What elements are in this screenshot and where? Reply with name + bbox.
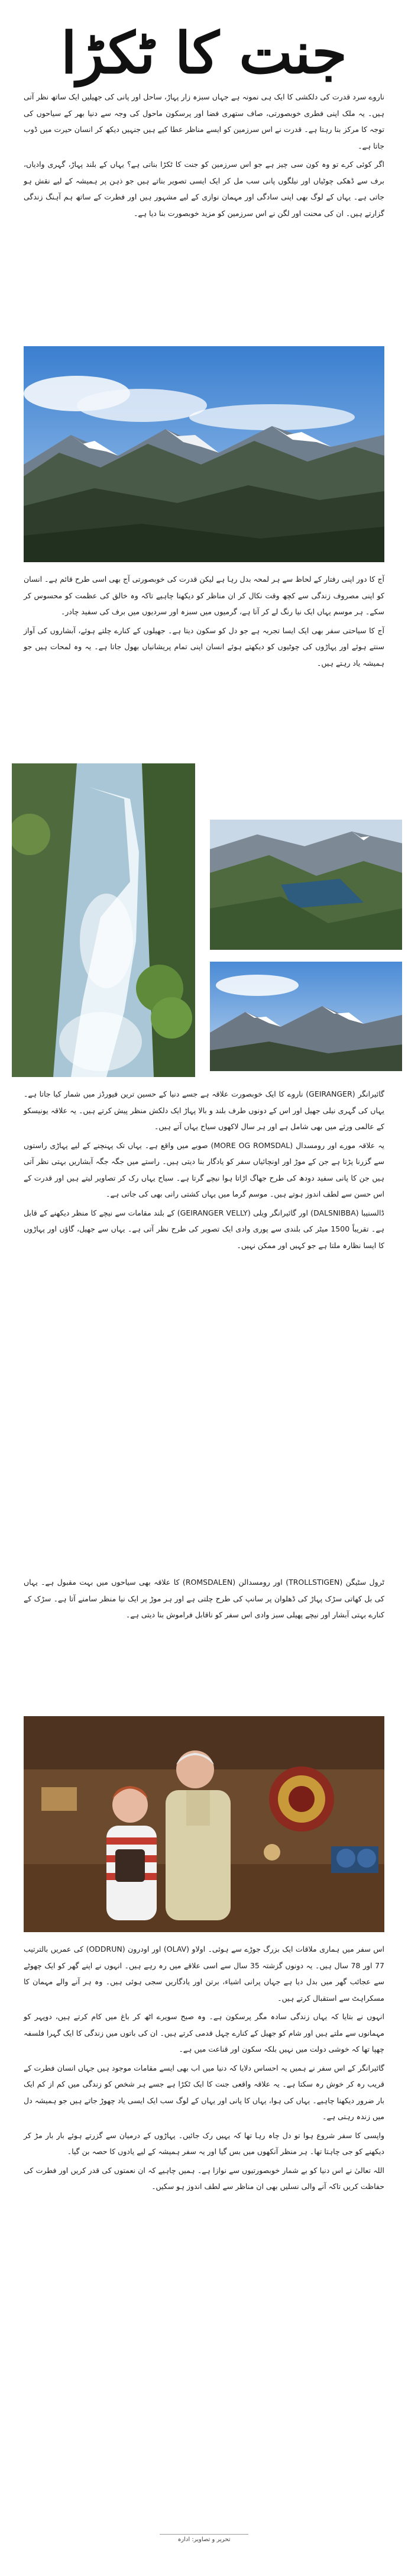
paragraph: یہ علاقہ مورے اور رومسدال (MORE OG ROMSDAL) صوبے میں واقع ہے۔ یہاں تک پہنچنے کے لیے پہاڑی راستوں سے گزرنا پڑتا ہے جن کے موڑ اور اونچائیاں سفر کو یادگار بنا دیتی ہیں۔ راستے میں جگہ جگہ آبشاریں بہتی نظر آتی ہیں جن کا پانی سفید دودھ کی طرح جھاگ اڑاتا ہوا نیچے گرتا ہے۔ سیاح یہاں رک کر تصاویر لیتے ہیں اور قدرت کے اس حسن سے لطف اندوز ہوتے ہیں۔ موسم گرما میں یہاں کشتی رانی بھی کی جاتی ہے۔ xyxy=(24,1140,384,1198)
paragraph: آج کا سیاحتی سفر بھی ایک ایسا تجربہ ہے جو دل کو سکون دیتا ہے۔ جھیلوں کے کنارے چلتے ہوئے، آبشاروں کی آواز سنتے ہوئے اور پہاڑوں کی چوٹیوں کو دیکھتے ہوئے انسان اپنی تمام پریشانیاں بھول جاتا ہے۔ یہ وہ لمحات ہیں جو ہمیشہ یاد رہتے ہیں۔ xyxy=(24,626,384,668)
waterfall-photo xyxy=(12,763,195,1077)
paragraph: ٹرول سٹیگن (TROLLSTIGEN) اور رومسدالن (ROMSDALEN) کا علاقہ بھی سیاحوں میں بہت مقبول ہے۔ یہاں کی بل کھاتی سڑک پہاڑ کی ڈھلوان پر سانپ کی طرح چلتی ہے اور ہر موڑ پر ایک نیا منظر سامنے آتا ہے۔ سڑک کے کنارے بہتی آبشار اور نیچے پھیلی سبز وادی اس سفر کو ناقابل فراموش بنا دیتی ہے۔ xyxy=(24,1578,384,1619)
footer-credit: تحریر و تصاویر: ادارہ xyxy=(177,2536,231,2543)
closing-section xyxy=(24,1941,384,2197)
paragraph: اگر کوئی کرے تو وہ کون سی چیز ہے جو اس سرزمین کو جنت کا ٹکڑا بناتی ہے؟ یہاں کے بلند پہاڑ، گہری وادیاں، برف سے ڈھکی چوٹیاں اور نیلگوں پانی سب مل کر ایک ایسی تصویر بناتے ہیں جو ذہن پر ہمیشہ کے لیے نقش ہو جاتی ہے۔ یہاں کے لوگ بھی اپنی سادگی اور مہمان نوازی کے لیے مشہور ہیں اور فطرت کے ساتھ ہم آہنگ زندگی گزارتے ہیں۔ ان کی محنت اور لگن نے اس سرزمین کو مزید خوبصورت بنا دیا ہے۔ xyxy=(24,160,384,218)
paragraph: انہوں نے بتایا کہ یہاں زندگی سادہ مگر پرسکون ہے۔ وہ صبح سویرے اٹھ کر باغ میں کام کرتے ہیں، دوپہر کو مہمانوں سے ملتے ہیں اور شام کو جھیل کے کنارے چہل قدمی کرتے ہیں۔ ان کی باتوں میں زندگی کا ایک گہرا فلسفہ چھپا تھا کہ خوشی دولت میں نہیں بلکہ سکون اور قناعت میں ہے۔ xyxy=(24,2012,384,2053)
paragraph: واپسی کا سفر شروع ہوا تو دل چاہ رہا تھا کہ یہیں رک جائیں۔ پہاڑوں کے درمیان سے گزرتے ہوئے بار بار مڑ کر دیکھنے کو جی چاہتا تھا۔ ہر منظر آنکھوں میں بس گیا اور یہ سفر ہمیشہ کے لیے یادوں کا حصہ بن گیا۔ xyxy=(24,2130,384,2156)
paragraph: آج کا دور اپنی رفتار کے لحاظ سے ہر لمحہ بدل رہا ہے لیکن قدرت کی خوبصورتی آج بھی اسی طرح قائم ہے۔ انسان کو اپنی مصروف زندگی سے کچھ وقت نکال کر ان مناظر کو دیکھنا چاہیے تاکہ وہ خالق کی عظمت کو محسوس کر سکے۔ ہر موسم یہاں ایک نیا رنگ لے کر آتا ہے، گرمیوں میں سبزہ اور سردیوں میں برف کی سفید چادر۔ xyxy=(24,575,384,616)
elderly-couple-photo xyxy=(24,1716,384,1932)
paragraph: گائیرانگر کے اس سفر نے ہمیں یہ احساس دلایا کہ دنیا میں اب بھی ایسے مقامات موجود ہیں جہاں انسان فطرت کے قریب رہ کر خوش رہ سکتا ہے۔ یہ علاقہ واقعی جنت کا ایک ٹکڑا ہے جسے ہر شخص کو زندگی میں کم از کم ایک بار ضرور دیکھنا چاہیے۔ یہاں کی ہوا، یہاں کا پانی اور یہاں کے لوگ سب ایک ایسی یاد چھوڑ جاتے ہیں جو ہمیشہ دل میں زندہ رہتی ہے۔ xyxy=(24,2063,384,2121)
paragraph: گائیرانگر (GEIRANGER) ناروے کا ایک خوبصورت علاقہ ہے جسے دنیا کے حسین ترین فیورڈز میں شمار کیا جاتا ہے۔ یہاں کی گہری نیلی جھیل اور اس کے دونوں طرف بلند و بالا پہاڑ ایک دلکش منظر پیش کرتے ہیں۔ یہ علاقہ یونیسکو کے عالمی ورثے میں بھی شامل ہے اور ہر سال لاکھوں سیاح یہاں آتے ہیں۔ xyxy=(24,1089,384,1131)
intro-section xyxy=(24,89,384,224)
paragraph: ناروے سرد قدرت کی دلکشی کا ایک ہی نمونہ ہے جہاں سبزہ زار پہاڑ، ساحل اور پانی کی جھیلیں ایک ساتھ نظر آتی ہیں۔ یہ ملک اپنی فطری خوبصورتی، صاف ستھری فضا اور پرسکون ماحول کی وجہ سے دنیا بھر کے سیاحوں کی توجہ کا مرکز بنا رہتا ہے۔ قدرت نے اس سرزمین کو ایسے مناظر عطا کیے ہیں جنہیں دیکھ کر انسان حیرت میں ڈوب جاتا ہے۔ xyxy=(24,92,384,150)
mountain-panorama-photo xyxy=(24,346,384,562)
footer-divider xyxy=(160,2534,248,2535)
trollstigen-section xyxy=(24,1574,384,1626)
paragraph: اللہ تعالیٰ نے اس دنیا کو بے شمار خوبصورتیوں سے نوازا ہے۔ ہمیں چاہیے کہ ان نعمتوں کی قدر کریں اور فطرت کی حفاظت کریں تاکہ آنے والی نسلیں بھی ان مناظر سے لطف اندوز ہو سکیں۔ xyxy=(24,2165,384,2191)
snowy-peaks-photo xyxy=(210,962,402,1071)
middle-section xyxy=(24,571,384,673)
paragraph: اس سفر میں ہماری ملاقات ایک بزرگ جوڑے سے ہوئی۔ اولاو (OLAV) اور اودرون (ODDRUN) کی عمریں بالترتیب 77 اور 78 سال ہیں۔ یہ دونوں گزشتہ 35 سال سے اسی علاقے میں رہ رہے ہیں۔ انہوں نے اپنے گھر کو ایک چھوٹے سے عجائب گھر میں بدل دیا ہے جہاں پرانی اشیاء، برتن اور یادگاریں سجی ہوئی ہیں۔ وہ ہر آنے والے مہمان کا مسکراہٹ سے استقبال کرتے ہیں۔ xyxy=(24,1945,384,2003)
geiranger-section xyxy=(24,1086,384,1256)
article-title: جنت کا ٹکڑا xyxy=(61,20,347,86)
valley-fjord-photo xyxy=(210,820,402,950)
paragraph: ڈالسنیبا (DALSNIBBA) اور گائیرانگر ویلی (GEIRANGER VELLY) کے بلند مقامات سے نیچے کا منظر دیکھنے کے قابل ہے۔ تقریباً 1500 میٹر کی بلندی سے پوری وادی ایک تصویر کی طرح نظر آتی ہے۔ یہاں سے جھیل، گاؤں اور پہاڑوں کا ایسا نظارہ ملتا ہے جو کہیں اور ممکن نہیں۔ xyxy=(24,1208,384,1250)
